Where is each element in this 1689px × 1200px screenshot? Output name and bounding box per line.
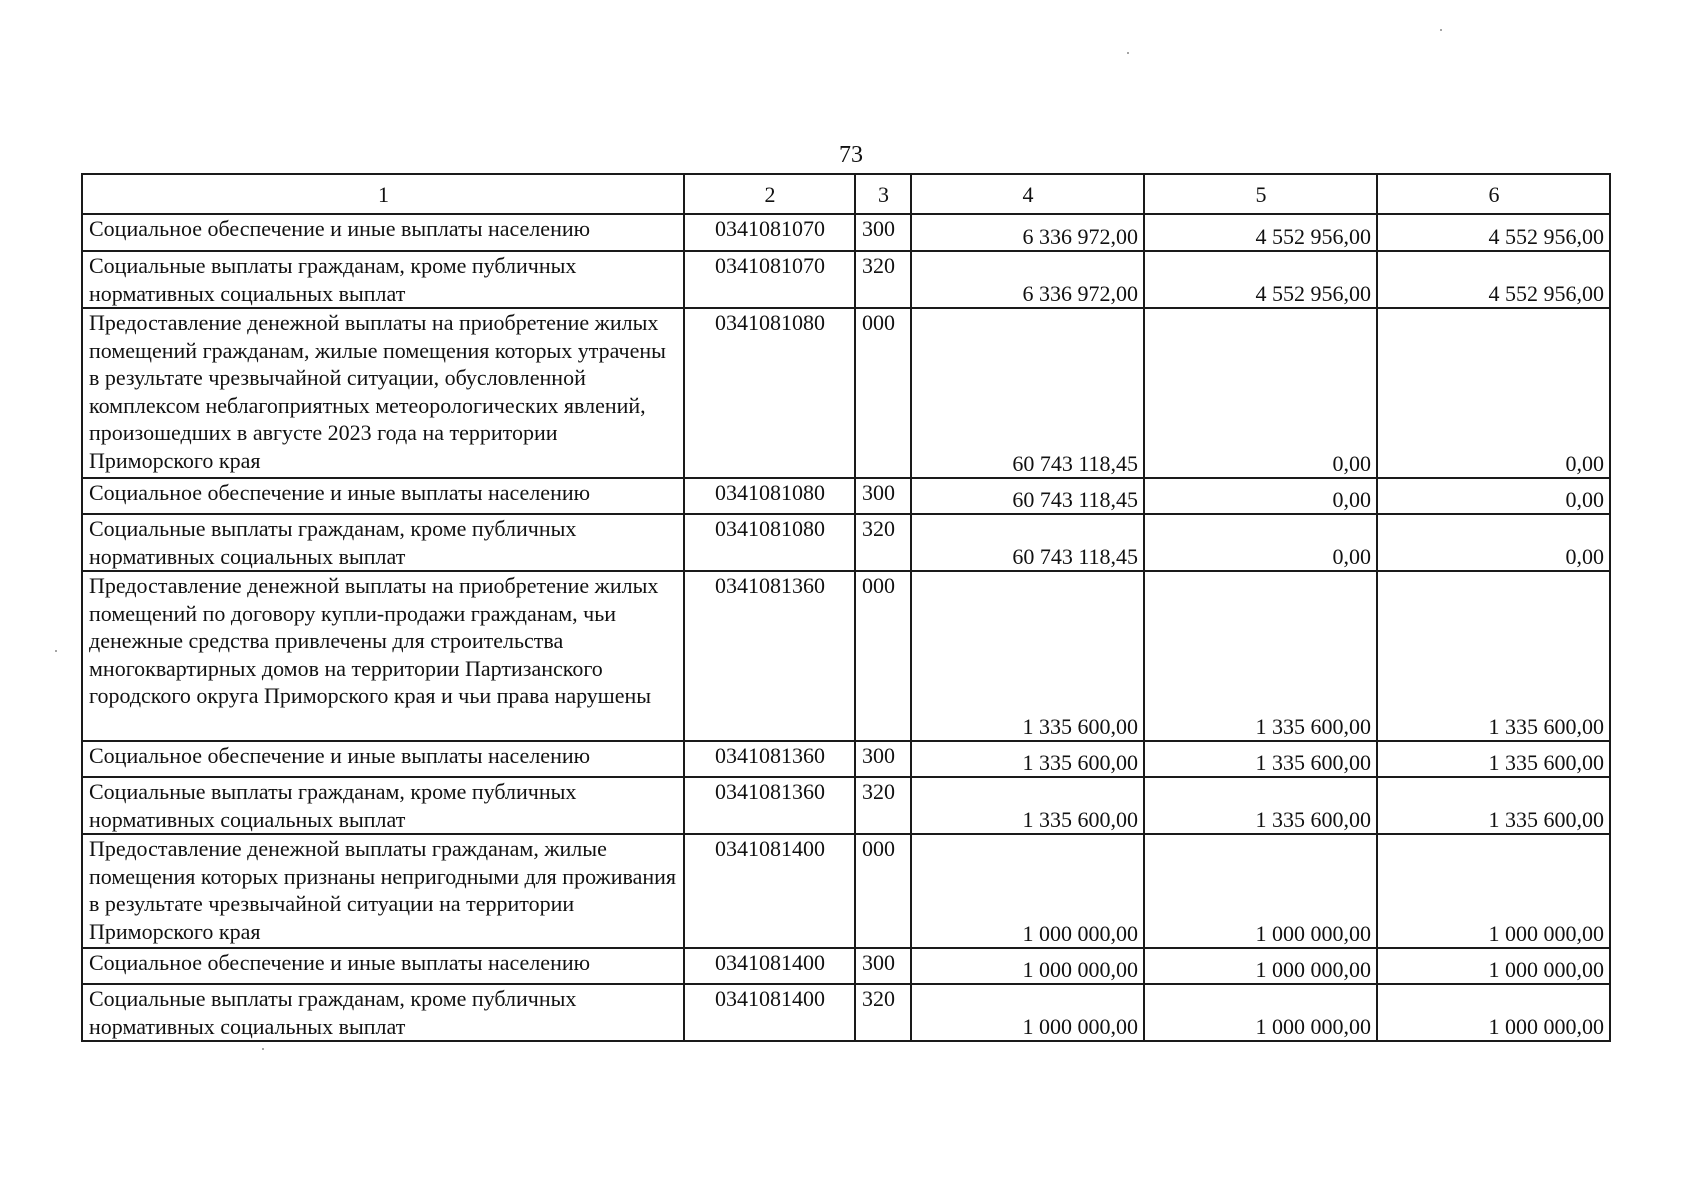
- table-row: [82, 984, 1610, 1041]
- row-code: 0341081080: [684, 308, 855, 478]
- row-name: Социальное обеспечение и иные выплаты населению: [82, 478, 684, 514]
- row-value-4: 1 000 000,00: [911, 984, 1144, 1041]
- row-value-5: 4 552 956,00: [1144, 251, 1377, 308]
- row-code: 0341081080: [684, 514, 855, 571]
- row-name: Социальные выплаты гражданам, кроме публичных нормативных социальных выплат: [82, 514, 684, 571]
- row-value-4: 1 335 600,00: [911, 741, 1144, 777]
- table-row: [82, 834, 1610, 948]
- column-header: 2: [684, 174, 855, 214]
- row-value-5: 0,00: [1144, 308, 1377, 478]
- row-value-5: 1 000 000,00: [1144, 984, 1377, 1041]
- column-header: 6: [1377, 174, 1610, 214]
- table-row: [82, 741, 1610, 777]
- row-name: Предоставление денежной выплаты на приобретение жилых помещений гражданам, жилые помещения которых утрачены в результате чрезвычайной ситуации, обусловленной комплексом неблагоприятных метеорологических явлений, произошедших в августе 2023 года на территории Приморского края: [82, 308, 684, 478]
- row-code: 0341081070: [684, 251, 855, 308]
- column-header: 4: [911, 174, 1144, 214]
- row-code: 0341081360: [684, 741, 855, 777]
- scan-speck: [1440, 29, 1442, 31]
- row-type: 320: [855, 984, 911, 1041]
- row-name: Социальные выплаты гражданам, кроме публичных нормативных социальных выплат: [82, 777, 684, 834]
- row-code: 0341081400: [684, 948, 855, 984]
- row-name: Социальные выплаты гражданам, кроме публичных нормативных социальных выплат: [82, 984, 684, 1041]
- row-value-4: 60 743 118,45: [911, 478, 1144, 514]
- column-header: 5: [1144, 174, 1377, 214]
- row-value-5: 1 000 000,00: [1144, 834, 1377, 948]
- row-type: 300: [855, 214, 911, 251]
- row-value-6: 1 335 600,00: [1377, 571, 1610, 741]
- row-code: 0341081400: [684, 834, 855, 948]
- row-value-4: 6 336 972,00: [911, 251, 1144, 308]
- row-value-4: 1 335 600,00: [911, 571, 1144, 741]
- row-value-5: 1 335 600,00: [1144, 571, 1377, 741]
- row-name: Предоставление денежной выплаты гражданам, жилые помещения которых признаны непригодными для проживания в результате чрезвычайной ситуации на территории Приморского края: [82, 834, 684, 948]
- table-row: [82, 308, 1610, 478]
- row-name: Социальное обеспечение и иные выплаты населению: [82, 214, 684, 251]
- row-value-6: 1 000 000,00: [1377, 948, 1610, 984]
- row-name: Социальные выплаты гражданам, кроме публичных нормативных социальных выплат: [82, 251, 684, 308]
- scan-speck: [262, 1048, 264, 1050]
- row-value-6: 4 552 956,00: [1377, 251, 1610, 308]
- row-value-6: 1 335 600,00: [1377, 777, 1610, 834]
- row-value-4: 6 336 972,00: [911, 214, 1144, 251]
- row-code: 0341081400: [684, 984, 855, 1041]
- row-type: 320: [855, 514, 911, 571]
- row-value-6: 1 000 000,00: [1377, 984, 1610, 1041]
- column-header: 3: [855, 174, 911, 214]
- row-value-4: 1 000 000,00: [911, 948, 1144, 984]
- row-value-4: 60 743 118,45: [911, 308, 1144, 478]
- row-type: 000: [855, 834, 911, 948]
- row-code: 0341081360: [684, 571, 855, 741]
- row-type: 320: [855, 251, 911, 308]
- row-value-5: 4 552 956,00: [1144, 214, 1377, 251]
- row-value-6: 0,00: [1377, 478, 1610, 514]
- scan-speck: [55, 650, 57, 652]
- row-type: 320: [855, 777, 911, 834]
- row-code: 0341081360: [684, 777, 855, 834]
- row-value-6: 0,00: [1377, 514, 1610, 571]
- row-value-5: 1 335 600,00: [1144, 777, 1377, 834]
- table-row: [82, 251, 1610, 308]
- table-row: [82, 571, 1610, 741]
- row-code: 0341081070: [684, 214, 855, 251]
- page-number: 73: [839, 142, 863, 168]
- row-value-5: 0,00: [1144, 514, 1377, 571]
- row-value-6: 4 552 956,00: [1377, 214, 1610, 251]
- table-row: [82, 777, 1610, 834]
- row-code: 0341081080: [684, 478, 855, 514]
- table-row: [82, 214, 1610, 251]
- row-value-4: 1 000 000,00: [911, 834, 1144, 948]
- table-row: [82, 948, 1610, 984]
- budget-table: [81, 173, 1611, 1042]
- row-value-4: 60 743 118,45: [911, 514, 1144, 571]
- scan-speck: [1127, 52, 1129, 54]
- row-value-6: 0,00: [1377, 308, 1610, 478]
- row-type: 300: [855, 741, 911, 777]
- row-type: 000: [855, 571, 911, 741]
- column-header: 1: [82, 174, 684, 214]
- row-name: Предоставление денежной выплаты на приобретение жилых помещений по договору купли-продажи гражданам, чьи денежные средства привлечены для строительства многоквартирных домов на территории Партизанского городского округа Приморского края и чьи права нарушены: [82, 571, 684, 741]
- row-type: 300: [855, 478, 911, 514]
- row-type: 000: [855, 308, 911, 478]
- table-header-row: [82, 174, 1610, 214]
- row-value-5: 1 335 600,00: [1144, 741, 1377, 777]
- row-value-4: 1 335 600,00: [911, 777, 1144, 834]
- row-value-6: 1 335 600,00: [1377, 741, 1610, 777]
- table-row: [82, 478, 1610, 514]
- row-name: Социальное обеспечение и иные выплаты населению: [82, 948, 684, 984]
- row-value-5: 1 000 000,00: [1144, 948, 1377, 984]
- row-value-6: 1 000 000,00: [1377, 834, 1610, 948]
- table-row: [82, 514, 1610, 571]
- row-type: 300: [855, 948, 911, 984]
- row-value-5: 0,00: [1144, 478, 1377, 514]
- row-name: Социальное обеспечение и иные выплаты населению: [82, 741, 684, 777]
